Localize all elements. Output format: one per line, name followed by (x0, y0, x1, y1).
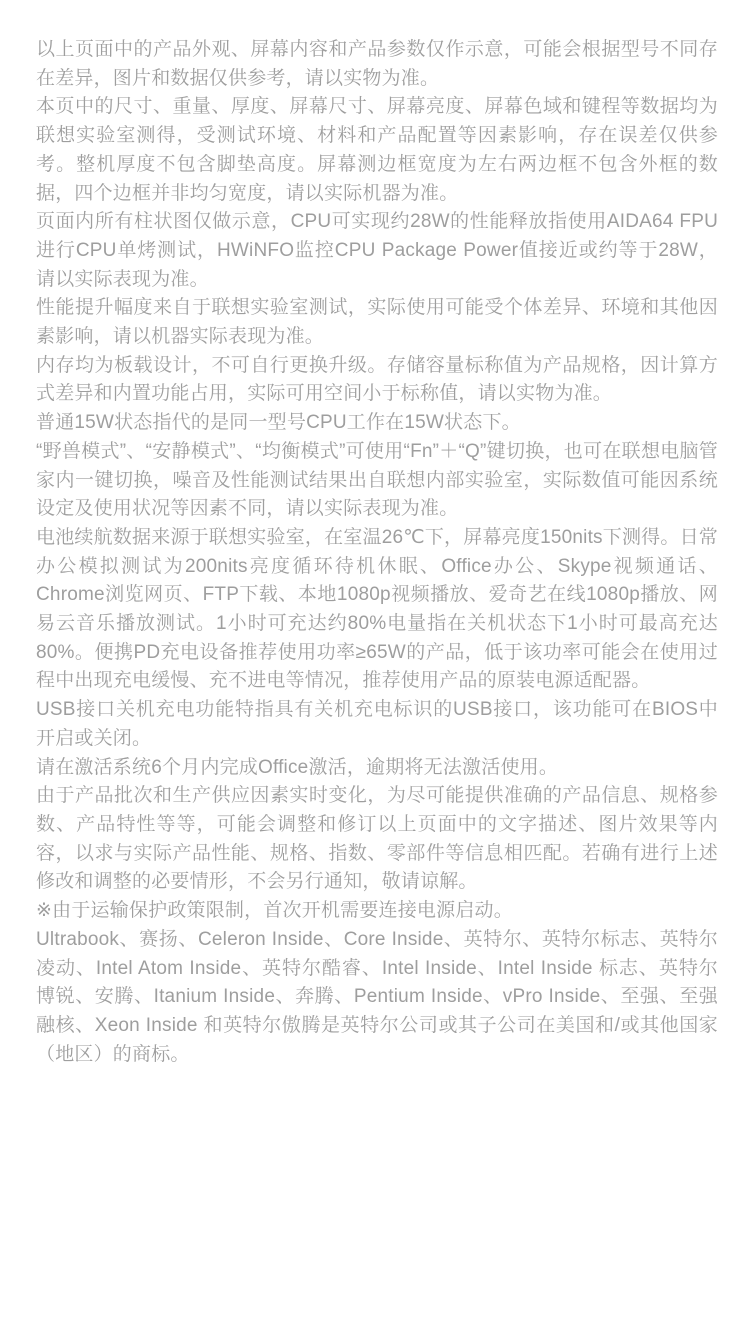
disclaimer-paragraph-product-revisions: 由于产品批次和生产供应因素实时变化，为尽可能提供准确的产品信息、规格参数、产品特性等等，可能会调整和修订以上页面中的文字描述、图片效果等内容，以求与实际产品性能、规格、指数、零部件等信息相匹配。若确有进行上述修改和调整的必要情形，不会另行通知，敬请谅解。 (36, 785, 718, 893)
disclaimer-paragraph-battery-life: 电池续航数据来源于联想实验室，在室温26℃下，屏幕亮度150nits下测得。日常办公模拟测试为200nits亮度循环待机休眠、Office办公、Skype视频通话、Chrome浏览网页、FTP下载、本地1080p视频播放、爱奇艺在线1080p播放、网易云音乐播放测试。1小时可充达约80%电量指在关机状态下1小时可最高充达80%。便携PD充电设备推荐使用功率≥65W的产品，低于该功率可能会在使用过程中出现充电缓慢、充不进电等情况，推荐使用产品的原装电源适配器。 (36, 526, 718, 692)
disclaimer-paragraph-product-appearance: 以上页面中的产品外观、屏幕内容和产品参数仅作示意，可能会根据型号不同存在差异，图片和数据仅供参考，请以实物为准。 (36, 39, 718, 89)
disclaimer-paragraph-memory-storage: 内存均为板载设计，不可自行更换升级。存储容量标称值为产品规格，因计算方式差异和内置功能占用，实际可用空间小于标称值，请以实物为准。 (36, 354, 718, 405)
disclaimer-paragraph-office-activation: 请在激活系统6个月内完成Office激活，逾期将无法激活使用。 (36, 756, 559, 778)
disclaimer-paragraph-cpu-performance: 页面内所有柱状图仅做示意，CPU可实现约28W的性能释放指使用AIDA64 FPU进行CPU单烤测试，HWiNFO监控CPU Package Power值接近或约等于28W，请以实际表现为准。 (36, 211, 718, 290)
disclaimer-paragraph-transport-protection: ※由于运输保护政策限制，首次开机需要连接电源启动。 (36, 900, 513, 922)
disclaimer-paragraph-usb-charging: USB接口关机充电功能特指具有关机充电标识的USB接口，该功能可在BIOS中开启或关闭。 (36, 699, 718, 749)
disclaimer-paragraph-performance-modes: “野兽模式”、“安静模式”、“均衡模式”可使用“Fn”＋“Q”键切换，也可在联想电脑管家内一键切换，噪音及性能测试结果出自联想内部实验室，实际数值可能因系统设定及使用状况等因素不同，请以实际表现为准。 (36, 440, 718, 520)
disclaimer-paragraph-15w-state: 普通15W状态指代的是同一型号CPU工作在15W状态下。 (36, 412, 521, 434)
disclaimer-paragraph-measurements: 本页中的尺寸、重量、厚度、屏幕尺寸、屏幕亮度、屏幕色域和键程等数据均为联想实验室测得，受测试环境、材料和产品配置等因素影响，存在误差仅供参考。整机厚度不包含脚垫高度。屏幕测边框宽度为左右两边框不包含外框的数据，四个边框并非均匀宽度，请以实际机器为准。 (36, 96, 718, 204)
disclaimer-paragraph-performance-uplift: 性能提升幅度来自于联想实验室测试，实际使用可能受个体差异、环境和其他因素影响，请以机器实际表现为准。 (36, 297, 718, 348)
disclaimer-paragraph-intel-trademarks: Ultrabook、赛扬、Celeron Inside、Core Inside、英特尔、英特尔标志、英特尔凌动、Intel Atom Inside、英特尔酷睿、Intel Inside、Intel Inside 标志、英特尔博锐、安腾、Itanium Inside、奔腾、Pentium Inside、vPro Inside、至强、至强融核、Xeon Inside 和英特尔傲腾是英特尔公司或其子公司在美国和/或其他国家（地区）的商标。 (36, 928, 718, 1065)
